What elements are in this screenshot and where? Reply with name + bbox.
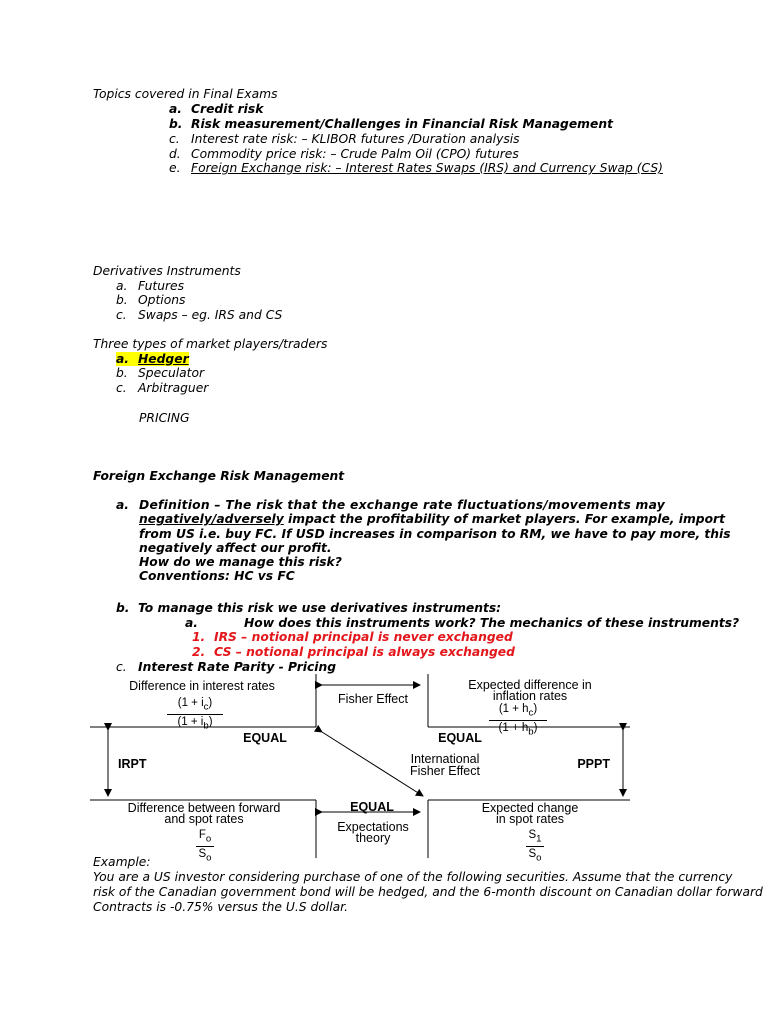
tr-title-2: inflation rates [492, 689, 568, 703]
example-block: Example: You are a US investor considering purchase of one of the following securities. Assume that the currency risk of the Canadian government bond will be hedged, and the 6-month discount on Canadian dollar forward Contracts is -0.75% versus the U.S dollar. [93, 855, 763, 914]
irpt-label: IRPT [118, 757, 147, 771]
ife-label-1: International [410, 752, 480, 766]
fx-b-sub-item: a. How does this instruments work? The mechanics of these instruments? [185, 616, 740, 630]
equal-right-label: EQUAL [438, 731, 482, 745]
fx-heading: Foreign Exchange Risk Management [93, 469, 345, 483]
fx-definition-paragraph: Definition – The risk that the exchange rate fluctuations/movements may negatively/adversely impact the profitability of market players. For example, import from US i.e. buy FC. If USD increases in comparison to RM, we have to pay more, this negatively affect our profit. How do we manage this risk? Conventions: HC vs FC [139, 498, 731, 584]
fx-cs-item: 2. CS – notional principal is always exchanged [192, 645, 515, 659]
equal-left-label: EQUAL [243, 731, 287, 745]
derivatives-item-c: c. Swaps – eg. IRS and CS [116, 308, 283, 322]
topics-item-b: b. Risk measurement/Challenges in Financial Risk Management [169, 117, 613, 131]
expectations-label-1: Expectations [337, 820, 409, 834]
tl-fraction: $(1 + i_c)$ $(1 + i_b)$ [160, 697, 230, 733]
bl-title-2: and spot rates [164, 812, 244, 826]
topics-item-e: e. Foreign Exchange risk: – Interest Rates Swaps (IRS) and Currency Swap (CS) [169, 161, 663, 175]
fx-irs-item: 1. IRS – notional principal is never exchanged [192, 630, 513, 644]
fx-a-marker: a. [116, 498, 129, 512]
topics-item-c: c. Interest rate risk: – KLIBOR futures /Duration analysis [169, 132, 520, 146]
br-title-1: Expected change [481, 801, 579, 815]
tr-title-1: Expected difference in [468, 678, 592, 692]
br-fraction: $S_1$ $S_o$ [520, 829, 550, 865]
expectations-label-2: theory [355, 831, 391, 845]
equal-bottom-label: EQUAL [350, 800, 394, 814]
players-item-c: c. Arbitraguer [116, 381, 209, 395]
br-title-2: in spot rates [495, 812, 565, 826]
pricing-label: PRICING [139, 411, 190, 425]
derivatives-item-b: b. Options [116, 293, 186, 307]
players-item-a: a. Hedger [116, 352, 189, 366]
derivatives-heading: Derivatives Instruments [93, 264, 241, 278]
example-heading: Example: [93, 855, 151, 869]
tl-title: Difference in interest rates [129, 679, 275, 693]
derivatives-item-a: a. Futures [116, 279, 185, 293]
players-heading: Three types of market players/traders [93, 337, 328, 351]
topics-item-d: d. Commodity price risk: – Crude Palm Oil (CPO) futures [169, 147, 519, 161]
bl-fraction: $F_o$ $S_o$ [190, 829, 220, 865]
ife-label-2: Fisher Effect [410, 764, 480, 778]
topics-item-a: a. Credit risk [169, 102, 264, 116]
fisher-effect-label: Fisher Effect [338, 692, 408, 706]
players-item-b: b. Speculator [116, 366, 205, 380]
fx-c-item: c. Interest Rate Parity - Pricing [116, 660, 337, 674]
pppt-label: PPPT [577, 757, 610, 771]
topics-heading: Topics covered in Final Exams [93, 87, 278, 101]
bl-title-1: Difference between forward [127, 801, 281, 815]
fx-b-item: b. To manage this risk we use derivatives instruments: [116, 601, 502, 615]
tr-fraction: $(1 + h_c)$ $(1 + h_b)$ [483, 703, 553, 739]
